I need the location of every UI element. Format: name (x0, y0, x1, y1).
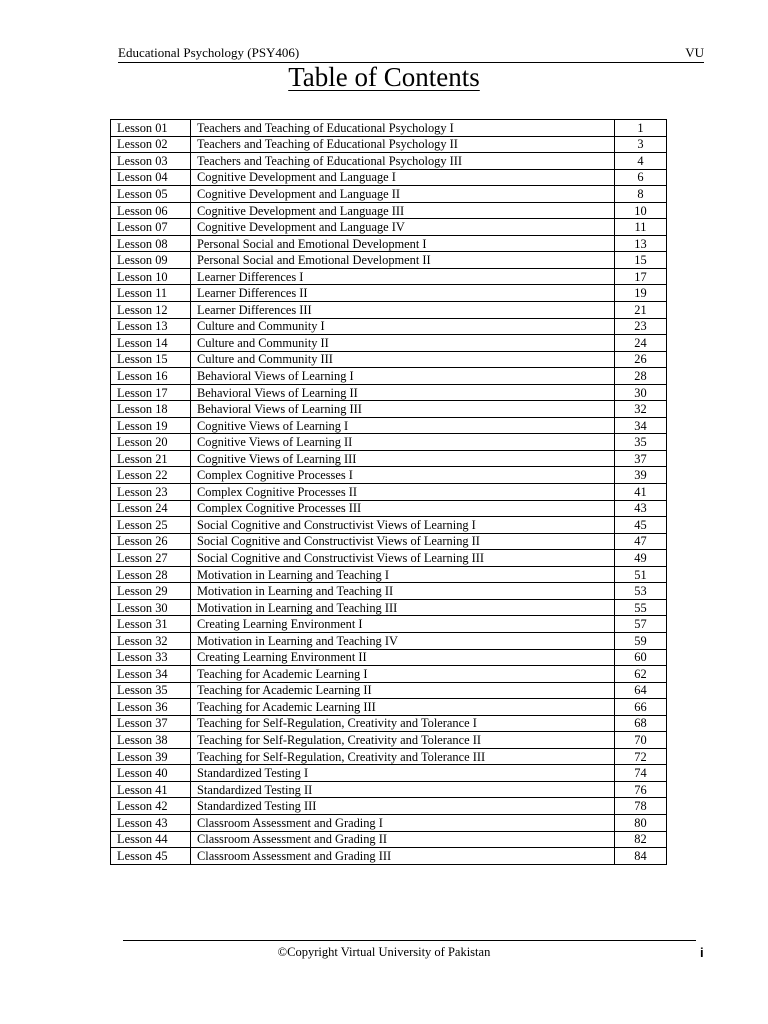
course-title: Educational Psychology (PSY406) (118, 45, 300, 60)
lesson-topic: Cognitive Development and Language III (191, 202, 615, 219)
page-title: Table of Contents (288, 62, 480, 92)
toc-table (110, 119, 667, 865)
table-row (111, 351, 667, 368)
table-row (111, 467, 667, 484)
lesson-number: Lesson 39 (111, 748, 191, 765)
lesson-number: Lesson 02 (111, 136, 191, 153)
lesson-number: Lesson 12 (111, 302, 191, 319)
lesson-number: Lesson 14 (111, 335, 191, 352)
lesson-page: 74 (615, 765, 667, 782)
lesson-page: 21 (615, 302, 667, 319)
lesson-topic: Culture and Community III (191, 351, 615, 368)
lesson-topic: Motivation in Learning and Teaching II (191, 583, 615, 600)
page-header (118, 44, 704, 63)
lesson-page: 30 (615, 384, 667, 401)
lesson-page: 49 (615, 550, 667, 567)
lesson-page: 15 (615, 252, 667, 269)
lesson-number: Lesson 38 (111, 732, 191, 749)
table-row (111, 318, 667, 335)
lesson-topic: Teachers and Teaching of Educational Psychology III (191, 153, 615, 170)
lesson-number: Lesson 11 (111, 285, 191, 302)
lesson-page: 45 (615, 517, 667, 534)
lesson-topic: Complex Cognitive Processes I (191, 467, 615, 484)
lesson-number: Lesson 07 (111, 219, 191, 236)
lesson-topic: Teaching for Self-Regulation, Creativity and Tolerance I (191, 715, 615, 732)
table-row (111, 583, 667, 600)
lesson-number: Lesson 37 (111, 715, 191, 732)
page-title-container (0, 62, 768, 93)
table-row (111, 268, 667, 285)
lesson-number: Lesson 26 (111, 533, 191, 550)
lesson-number: Lesson 20 (111, 434, 191, 451)
table-row (111, 616, 667, 633)
lesson-number: Lesson 44 (111, 831, 191, 848)
table-row (111, 401, 667, 418)
lesson-number: Lesson 36 (111, 699, 191, 716)
lesson-topic: Cognitive Development and Language IV (191, 219, 615, 236)
lesson-topic: Cognitive Views of Learning II (191, 434, 615, 451)
lesson-number: Lesson 40 (111, 765, 191, 782)
table-row (111, 302, 667, 319)
lesson-page: 10 (615, 202, 667, 219)
lesson-topic: Personal Social and Emotional Development I (191, 235, 615, 252)
table-row (111, 781, 667, 798)
lesson-page: 55 (615, 599, 667, 616)
table-row (111, 517, 667, 534)
lesson-number: Lesson 05 (111, 186, 191, 203)
lesson-topic: Complex Cognitive Processes II (191, 484, 615, 501)
table-row (111, 732, 667, 749)
table-row (111, 500, 667, 517)
lesson-page: 62 (615, 666, 667, 683)
lesson-number: Lesson 30 (111, 599, 191, 616)
lesson-page: 59 (615, 632, 667, 649)
table-row (111, 186, 667, 203)
lesson-topic: Behavioral Views of Learning I (191, 368, 615, 385)
lesson-topic: Standardized Testing III (191, 798, 615, 815)
lesson-topic: Classroom Assessment and Grading II (191, 831, 615, 848)
table-row (111, 715, 667, 732)
lesson-number: Lesson 17 (111, 384, 191, 401)
lesson-page: 68 (615, 715, 667, 732)
lesson-page: 6 (615, 169, 667, 186)
lesson-page: 19 (615, 285, 667, 302)
footer-copyright: ©Copyright Virtual University of Pakistan (277, 945, 491, 959)
lesson-topic: Learner Differences I (191, 268, 615, 285)
lesson-page: 8 (615, 186, 667, 203)
lesson-page: 70 (615, 732, 667, 749)
lesson-number: Lesson 06 (111, 202, 191, 219)
lesson-page: 76 (615, 781, 667, 798)
lesson-number: Lesson 32 (111, 632, 191, 649)
lesson-topic: Cognitive Views of Learning III (191, 450, 615, 467)
lesson-number: Lesson 01 (111, 120, 191, 137)
lesson-topic: Behavioral Views of Learning II (191, 384, 615, 401)
lesson-topic: Classroom Assessment and Grading I (191, 814, 615, 831)
lesson-page: 4 (615, 153, 667, 170)
table-row (111, 219, 667, 236)
table-row (111, 384, 667, 401)
lesson-number: Lesson 16 (111, 368, 191, 385)
lesson-page: 32 (615, 401, 667, 418)
lesson-topic: Motivation in Learning and Teaching III (191, 599, 615, 616)
lesson-number: Lesson 22 (111, 467, 191, 484)
table-row (111, 153, 667, 170)
lesson-topic: Teaching for Self-Regulation, Creativity and Tolerance III (191, 748, 615, 765)
lesson-page: 72 (615, 748, 667, 765)
lesson-page: 82 (615, 831, 667, 848)
lesson-page: 3 (615, 136, 667, 153)
lesson-topic: Cognitive Views of Learning I (191, 417, 615, 434)
table-row (111, 831, 667, 848)
lesson-topic: Teaching for Academic Learning I (191, 666, 615, 683)
lesson-topic: Teaching for Academic Learning II (191, 682, 615, 699)
footer-divider (123, 940, 696, 941)
lesson-number: Lesson 34 (111, 666, 191, 683)
table-row (111, 136, 667, 153)
lesson-page: 66 (615, 699, 667, 716)
table-row (111, 566, 667, 583)
lesson-number: Lesson 25 (111, 517, 191, 534)
table-row (111, 120, 667, 137)
lesson-page: 11 (615, 219, 667, 236)
lesson-topic: Standardized Testing II (191, 781, 615, 798)
lesson-page: 64 (615, 682, 667, 699)
lesson-number: Lesson 27 (111, 550, 191, 567)
lesson-number: Lesson 21 (111, 450, 191, 467)
lesson-number: Lesson 42 (111, 798, 191, 815)
table-row (111, 368, 667, 385)
lesson-page: 39 (615, 467, 667, 484)
lesson-page: 51 (615, 566, 667, 583)
lesson-topic: Standardized Testing I (191, 765, 615, 782)
toc-body (111, 120, 667, 865)
lesson-topic: Creating Learning Environment I (191, 616, 615, 633)
table-row (111, 632, 667, 649)
lesson-topic: Classroom Assessment and Grading III (191, 848, 615, 865)
lesson-topic: Teachers and Teaching of Educational Psychology II (191, 136, 615, 153)
lesson-page: 34 (615, 417, 667, 434)
table-row (111, 450, 667, 467)
table-row (111, 202, 667, 219)
table-row (111, 765, 667, 782)
lesson-number: Lesson 45 (111, 848, 191, 865)
lesson-number: Lesson 08 (111, 235, 191, 252)
lesson-number: Lesson 29 (111, 583, 191, 600)
table-row (111, 169, 667, 186)
lesson-topic: Social Cognitive and Constructivist Views of Learning II (191, 533, 615, 550)
lesson-page: 24 (615, 335, 667, 352)
lesson-page: 13 (615, 235, 667, 252)
lesson-number: Lesson 18 (111, 401, 191, 418)
lesson-number: Lesson 10 (111, 268, 191, 285)
lesson-number: Lesson 15 (111, 351, 191, 368)
lesson-page: 43 (615, 500, 667, 517)
lesson-page: 84 (615, 848, 667, 865)
lesson-topic: Social Cognitive and Constructivist Views of Learning III (191, 550, 615, 567)
lesson-topic: Personal Social and Emotional Development II (191, 252, 615, 269)
table-row (111, 484, 667, 501)
table-row (111, 814, 667, 831)
table-row (111, 533, 667, 550)
lesson-number: Lesson 43 (111, 814, 191, 831)
page-number: i (700, 945, 704, 960)
table-row (111, 682, 667, 699)
lesson-number: Lesson 28 (111, 566, 191, 583)
lesson-page: 1 (615, 120, 667, 137)
lesson-topic: Teaching for Self-Regulation, Creativity and Tolerance II (191, 732, 615, 749)
lesson-page: 57 (615, 616, 667, 633)
table-row (111, 666, 667, 683)
lesson-page: 53 (615, 583, 667, 600)
table-row (111, 649, 667, 666)
institution-label: VU (685, 45, 704, 60)
lesson-topic: Cognitive Development and Language I (191, 169, 615, 186)
lesson-topic: Social Cognitive and Constructivist Views of Learning I (191, 517, 615, 534)
lesson-page: 17 (615, 268, 667, 285)
lesson-number: Lesson 35 (111, 682, 191, 699)
lesson-page: 80 (615, 814, 667, 831)
table-row (111, 748, 667, 765)
table-row (111, 434, 667, 451)
lesson-topic: Motivation in Learning and Teaching I (191, 566, 615, 583)
lesson-number: Lesson 33 (111, 649, 191, 666)
lesson-number: Lesson 09 (111, 252, 191, 269)
table-row (111, 798, 667, 815)
lesson-topic: Complex Cognitive Processes III (191, 500, 615, 517)
lesson-number: Lesson 31 (111, 616, 191, 633)
lesson-page: 60 (615, 649, 667, 666)
lesson-topic: Teachers and Teaching of Educational Psychology I (191, 120, 615, 137)
lesson-topic: Behavioral Views of Learning III (191, 401, 615, 418)
lesson-topic: Learner Differences III (191, 302, 615, 319)
lesson-topic: Culture and Community II (191, 335, 615, 352)
lesson-number: Lesson 24 (111, 500, 191, 517)
lesson-page: 37 (615, 450, 667, 467)
lesson-page: 47 (615, 533, 667, 550)
lesson-number: Lesson 23 (111, 484, 191, 501)
lesson-page: 28 (615, 368, 667, 385)
lesson-page: 41 (615, 484, 667, 501)
lesson-topic: Teaching for Academic Learning III (191, 699, 615, 716)
table-row (111, 417, 667, 434)
lesson-number: Lesson 13 (111, 318, 191, 335)
table-row (111, 848, 667, 865)
table-row (111, 699, 667, 716)
lesson-topic: Creating Learning Environment II (191, 649, 615, 666)
lesson-topic: Culture and Community I (191, 318, 615, 335)
lesson-number: Lesson 19 (111, 417, 191, 434)
lesson-page: 23 (615, 318, 667, 335)
table-row (111, 335, 667, 352)
table-row (111, 599, 667, 616)
lesson-number: Lesson 04 (111, 169, 191, 186)
lesson-page: 26 (615, 351, 667, 368)
table-row (111, 285, 667, 302)
table-row (111, 235, 667, 252)
lesson-topic: Motivation in Learning and Teaching IV (191, 632, 615, 649)
lesson-page: 35 (615, 434, 667, 451)
table-row (111, 550, 667, 567)
lesson-page: 78 (615, 798, 667, 815)
lesson-topic: Learner Differences II (191, 285, 615, 302)
table-row (111, 252, 667, 269)
lesson-topic: Cognitive Development and Language II (191, 186, 615, 203)
lesson-number: Lesson 03 (111, 153, 191, 170)
lesson-number: Lesson 41 (111, 781, 191, 798)
